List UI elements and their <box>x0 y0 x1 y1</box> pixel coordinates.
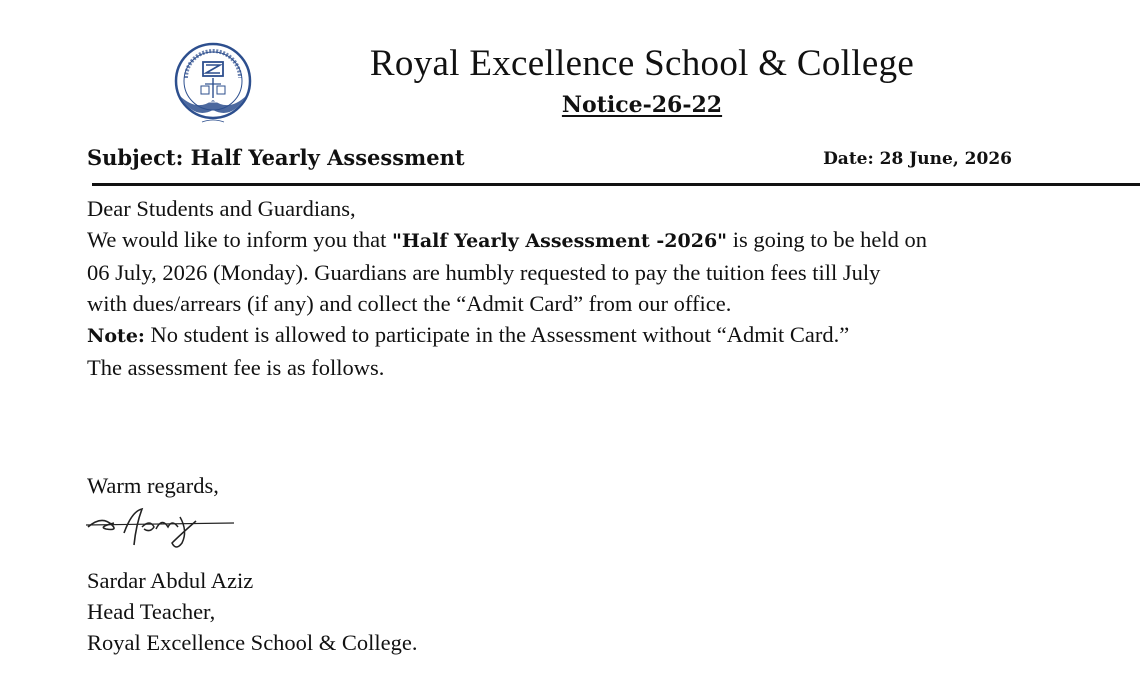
subject-row <box>87 145 1012 175</box>
note-text: No student is allowed to participate in the Assessment without “Admit Card.” <box>144 322 850 347</box>
closing-regards: Warm regards, <box>87 473 219 498</box>
body-line-1 <box>87 224 1127 257</box>
fee-line: The assessment fee is as follows. <box>87 355 385 380</box>
notice-number: Notice-26-22 <box>561 92 723 118</box>
notice-body <box>87 193 1127 383</box>
signer-name: Sardar Abdul Aziz <box>87 568 254 593</box>
handwritten-signature-icon <box>84 505 236 553</box>
body-line-3: with dues/arrears (if any) and collect the “Admit Card” from our office. <box>87 291 732 316</box>
note-label: Note: <box>87 325 145 347</box>
note-line <box>87 319 1127 352</box>
header-divider <box>92 183 1140 186</box>
salutation: Dear Students and Guardians, <box>87 196 356 221</box>
body-line-2: 06 July, 2026 (Monday). Guardians are humbly requested to pay the tuition fees till July <box>87 260 881 285</box>
body-line-1-tail: is going to be held on <box>727 227 928 252</box>
body-intro-text: We would like to inform you that <box>87 227 393 252</box>
school-name-title: Royal Excellence School & College <box>369 43 915 84</box>
signer-title: Head Teacher, <box>87 599 216 624</box>
subject-line: Subject: Half Yearly Assessment <box>87 145 465 170</box>
assessment-name-highlight: "Half Yearly Assessment -2026" <box>392 230 728 252</box>
signer-block <box>87 565 418 658</box>
signer-organization: Royal Excellence School & College. <box>87 630 418 655</box>
notice-date: Date: 28 June, 2026 <box>823 149 1012 169</box>
